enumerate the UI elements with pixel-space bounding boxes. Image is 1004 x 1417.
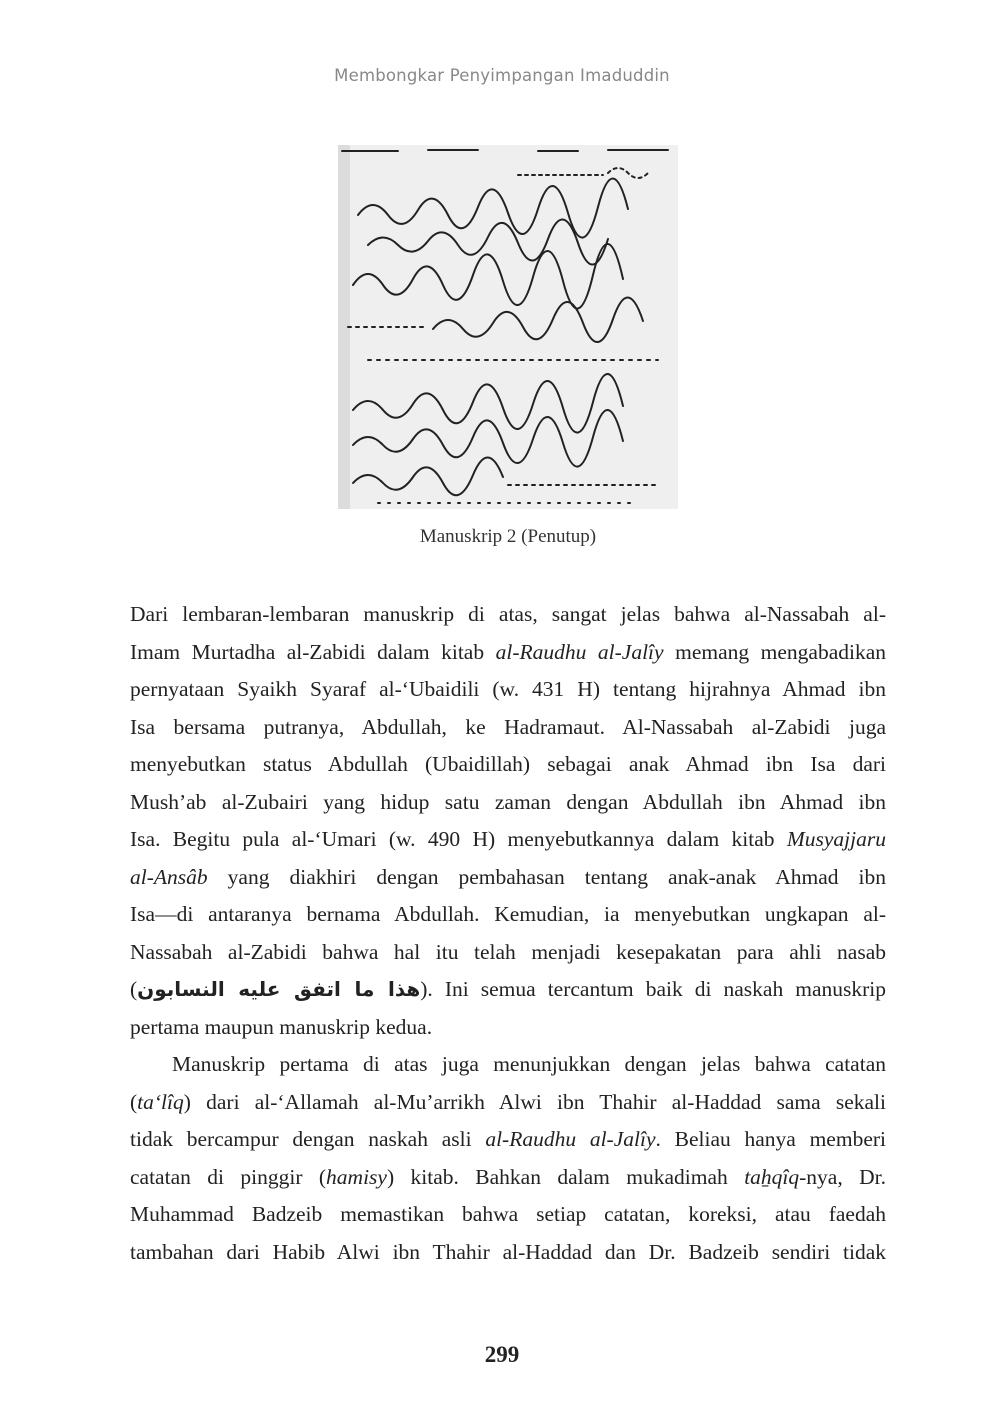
text-line (130, 596, 886, 634)
text-line (130, 1121, 886, 1159)
text-line (130, 1046, 886, 1084)
text-line (130, 1196, 886, 1234)
italic-term: Musyajjaru (786, 827, 886, 851)
italic-term: taẖqîq (744, 1164, 800, 1189)
text-segment: tambahan dari Habib Alwi ibn Thahir al-Haddad dan Dr. Badzeib sendiri tidak (130, 1239, 886, 1264)
text-line (130, 1009, 886, 1047)
text-segment: memang mengabadikan (663, 639, 887, 664)
italic-term: al-Raudhu al-Jalîy (485, 1127, 656, 1151)
page-number: 299 (484, 1342, 520, 1367)
text-segment: ( (130, 1089, 138, 1114)
manuscript-image (338, 145, 678, 509)
text-segment: -nya, Dr. (799, 1164, 886, 1189)
text-segment: Muhammad Badzeib memastikan bahwa setiap catatan, koreksi, atau faedah (130, 1202, 886, 1226)
italic-term: al-Ansâb (130, 864, 208, 889)
text-segment: ) dari al-‘Allamah al-Mu’arrikh Alwi ibn Thahir al-Haddad sama sekali (183, 1089, 886, 1114)
figure-caption: Manuskrip 2 (Penutup) (419, 526, 597, 547)
running-header: Membongkar Penyimpangan Imaduddin (334, 66, 670, 85)
text-line (130, 671, 886, 709)
text-line (130, 746, 886, 784)
text-segment: tidak bercampur dengan naskah asli (130, 1127, 486, 1151)
text-segment: Nassabah al-Zabidi bahwa hal itu telah menjadi kesepakatan para ahli nasab (130, 939, 886, 964)
italic-term: ta‘lîq (137, 1089, 184, 1114)
text-segment: Isa—di antaranya bernama Abdullah. Kemudian, ia menyebutkan ungkapan al- (130, 902, 886, 926)
text-segment: menyebutkan status Abdullah (Ubaidillah) sebagai anak Ahmad ibn Isa dari (130, 752, 886, 776)
arabic-phrase: هذا ما اتفق عليه النسابون (137, 977, 421, 1001)
italic-term: al-Raudhu al-Jalîy (495, 639, 664, 664)
text-line (130, 971, 886, 1009)
text-line (130, 784, 886, 822)
text-line (130, 821, 886, 859)
text-segment: Mush’ab al-Zubairi yang hidup satu zaman dengan Abdullah ibn Ahmad ibn (130, 789, 886, 814)
text-segment: Imam Murtadha al-Zabidi dalam kitab (130, 639, 496, 664)
text-line (130, 1159, 886, 1197)
text-segment: catatan di pinggir ( (130, 1164, 327, 1189)
text-segment: Manuskrip pertama di atas juga menunjukkan dengan jelas bahwa catatan (172, 1052, 886, 1076)
text-line (130, 934, 886, 972)
paragraph (130, 1046, 886, 1271)
text-line (130, 1084, 886, 1122)
text-segment: pernyataan Syaikh Syaraf al-‘Ubaidili (w. 431 H) tentang hijrahnya Ahmad ibn (130, 677, 886, 701)
body-text (130, 596, 886, 1271)
text-segment: Isa bersama putranya, Abdullah, ke Hadramaut. Al-Nassabah al-Zabidi juga (130, 714, 886, 739)
text-line (130, 709, 886, 747)
manuscript-handwriting-illustration (338, 145, 678, 509)
italic-term: hamisy (326, 1164, 387, 1189)
text-segment: ( (130, 977, 138, 1001)
text-segment: Dari lembaran-lembaran manuskrip di atas, sangat jelas bahwa al-Nassabah al- (130, 602, 886, 626)
text-segment: pertama maupun manuskrip kedua. (130, 1014, 433, 1039)
text-segment: ). Ini semua tercantum baik di naskah manuskrip (420, 977, 886, 1001)
text-segment: ) kitab. Bahkan dalam mukadimah (386, 1164, 745, 1189)
text-line (130, 634, 886, 672)
paragraph (130, 596, 886, 1046)
text-line (130, 896, 886, 934)
text-line (130, 859, 886, 897)
text-segment: yang diakhiri dengan pembahasan tentang anak-anak Ahmad ibn (207, 864, 886, 889)
text-segment: . Beliau hanya memberi (655, 1127, 886, 1151)
text-line (130, 1234, 886, 1272)
text-segment: Isa. Begitu pula al-‘Umari (w. 490 H) menyebutkannya dalam kitab (130, 827, 787, 851)
